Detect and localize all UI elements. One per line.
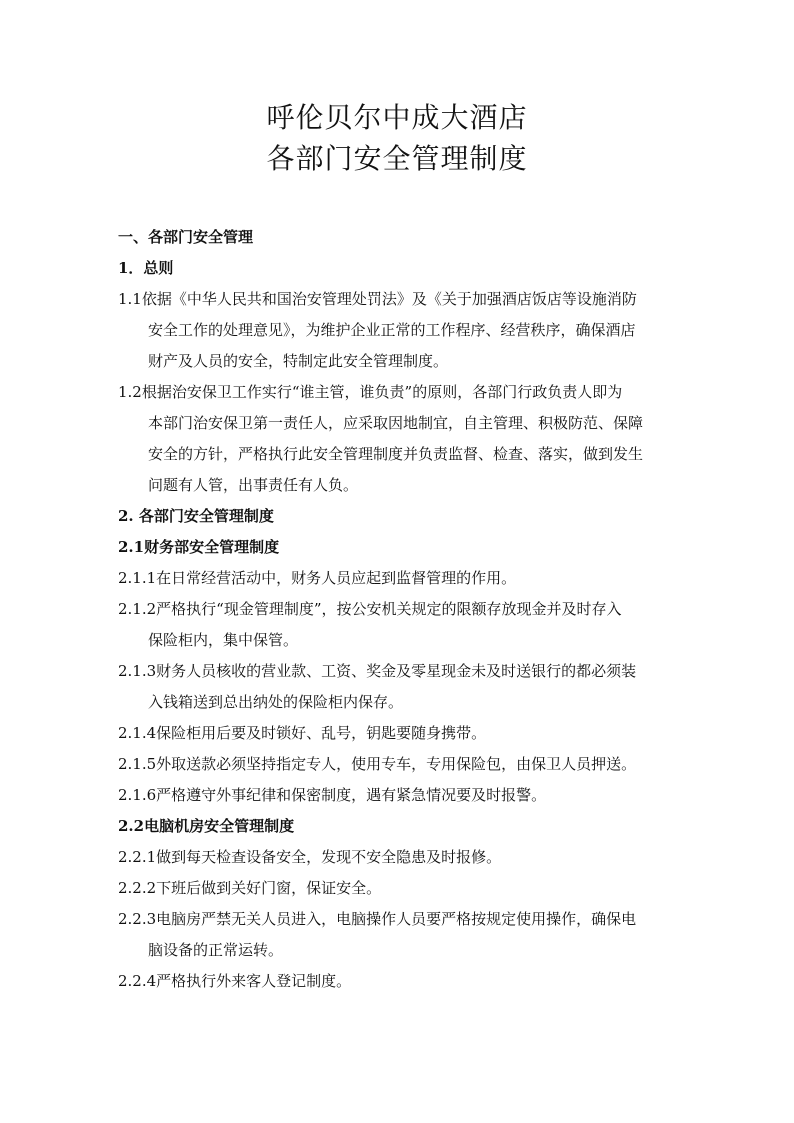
section-heading: 一、各部门安全管理 xyxy=(118,228,254,246)
clause-line: 2.1.3财务人员核收的营业款、工资、奖金及零星现金未及时送银行的都必须装 xyxy=(118,662,637,680)
clause-line: 2.2.2下班后做到关好门窗，保证安全。 xyxy=(118,879,382,897)
clause-continuation: 入钱箱送到总出纳处的保险柜内保存。 xyxy=(148,693,404,711)
clause-continuation: 脑设备的正常运转。 xyxy=(148,941,284,959)
document-title-line-2: 各部门安全管理制度 xyxy=(266,142,528,175)
clause-continuation: 保险柜内，集中保管。 xyxy=(148,631,299,649)
clause-continuation: 本部门治安保卫第一责任人，应采取因地制宜，自主管理、积极防范、保障 xyxy=(148,414,644,432)
clause-line: 2.1.2严格执行“现金管理制度”，按公安机关规定的限额存放现金并及时存入 xyxy=(118,600,622,618)
document-title-line-1: 呼伦贝尔中成大酒店 xyxy=(266,101,528,134)
clause-line: 2.2.3电脑房严禁无关人员进入，电脑操作人员要严格按规定使用操作，确保电 xyxy=(118,910,637,928)
clause-line: 1.2根据治安保卫工作实行“谁主管，谁负责”的原则，各部门行政负责人即为 xyxy=(118,383,623,401)
clause-continuation: 安全的方针，严格执行此安全管理制度并负责监督、检查、落实，做到发生 xyxy=(148,445,644,463)
subsection-heading: 2.1财务部安全管理制度 xyxy=(118,538,280,556)
clause-line: 2.1.1在日常经营活动中，财务人员应起到监督管理的作用。 xyxy=(118,569,517,587)
subsection-heading: 1．总则 xyxy=(118,259,174,277)
clause-line: 2.1.6严格遵守外事纪律和保密制度，遇有紧急情况要及时报警。 xyxy=(118,786,547,804)
subsection-heading: 2.2电脑机房安全管理制度 xyxy=(118,817,295,835)
clause-line: 1.1依据《中华人民共和国治安管理处罚法》及《关于加强酒店饭店等设施消防 xyxy=(118,290,637,308)
clause-line: 2.2.1做到每天检查设备安全，发现不安全隐患及时报修。 xyxy=(118,848,502,866)
clause-continuation: 安全工作的处理意见》，为维护企业正常的工作程序、经营秩序，确保酒店 xyxy=(148,321,636,339)
clause-line: 2.2.4严格执行外来客人登记制度。 xyxy=(118,972,352,990)
document-body xyxy=(118,222,678,997)
clause-continuation: 问题有人管，出事责任有人负。 xyxy=(148,476,359,494)
clause-continuation: 财产及人员的安全，特制定此安全管理制度。 xyxy=(148,352,449,370)
clause-line: 2.1.5外取送款必须坚持指定专人，使用专车，专用保险包，由保卫人员押送。 xyxy=(118,755,637,773)
clause-line: 2.1.4保险柜用后要及时锁好、乱号，钥匙要随身携带。 xyxy=(118,724,487,742)
subsection-heading: 2. 各部门安全管理制度 xyxy=(118,507,274,525)
